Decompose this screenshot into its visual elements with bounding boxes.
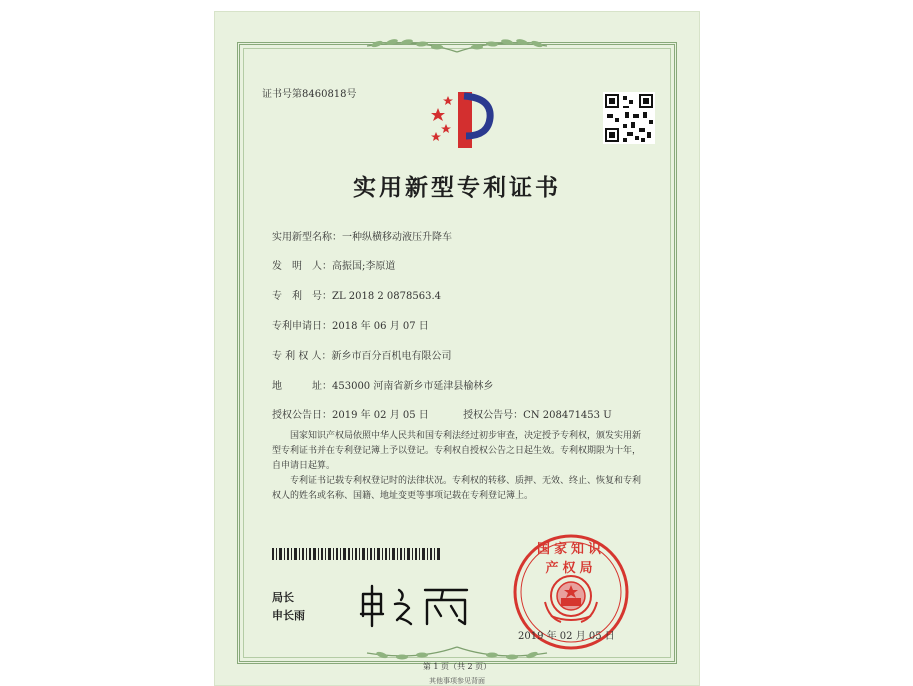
certificate-paragraph-1: 国家知识产权局依照中华人民共和国专利法经过初步审查，决定授予专利权，颁发实用新型专利证书并在专利登记簿上予以登记。专利权自授权公告之日起生效。专利权期限为十年，自申请日起算。 [272,431,642,471]
barcode-icon [272,548,442,560]
back-note: 其他事项参见背面 [429,677,485,685]
patent-certificate [215,12,699,685]
page-footer: 第 1 页（共 2 页） [422,662,492,671]
field-value: 一种纵横移动液压升降车 [342,232,452,243]
field-patentee [272,347,452,362]
field-utility-name [272,228,452,243]
cnipa-logo-icon [428,88,494,152]
certificate-title: 实用新型专利证书 [353,175,561,201]
field-value: 高振国;李原道 [332,261,396,272]
handwritten-signature [355,580,475,630]
field-label: 专 利 号： [272,291,332,302]
field-application-date [272,317,429,332]
certificate-paragraph-2: 专利证书记载专利权登记时的法律状况。专利权的转移、质押、无效、终止、恢复和专利权人的姓名或名称、国籍、地址变更等事项记载在专利登记簿上。 [272,476,642,501]
field-label: 专 利 权 人： [272,351,332,362]
field-value: 453000 河南省新乡市延津县榆林乡 [332,381,494,392]
field-label: 地 址： [272,381,332,392]
field-address [272,377,493,392]
field-value: 新乡市百分百机电有限公司 [331,351,452,362]
laurel-ornament-top [327,34,587,58]
field-value: 2018 年 06 月 07 日 [332,321,429,332]
certificate-number: 证书号第8460818号 [262,89,357,100]
field-label: 发 明 人： [272,261,332,272]
qr-code-icon [603,92,655,144]
seal-date: 2019 年 02 月 05 日 [518,631,615,642]
field-value: ZL 2018 2 0878563.4 [332,291,442,302]
grant-number-value: CN 208471453 U [523,410,612,421]
field-patent-number [272,287,441,302]
grant-date-value: 2019 年 02 月 05 日 [332,410,429,421]
grant-number-label: 授权公告号： [463,410,524,421]
director-name: 申长雨 [272,609,305,622]
field-inventor [272,257,395,272]
grant-date-label: 授权公告日： [272,410,332,421]
field-label: 实用新型名称： [272,232,342,243]
field-grant-info [272,406,612,421]
director-title: 局长 [272,591,294,604]
field-label: 专利申请日： [272,321,332,332]
seal-text: 国家知识产权局 [536,542,605,576]
